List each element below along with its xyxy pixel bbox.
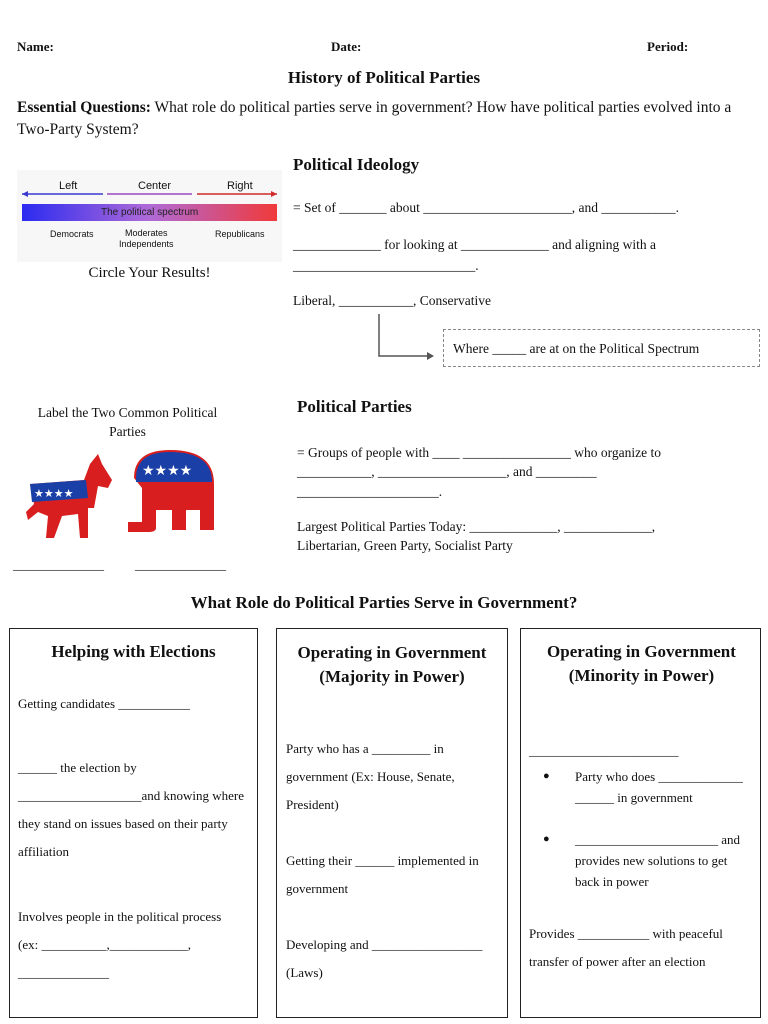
essential-questions: [17, 97, 757, 141]
essential-questions-label: Essential Questions:: [17, 99, 151, 116]
party-blank-2: ______________: [135, 557, 226, 572]
ideology-heading: Political Ideology: [293, 155, 420, 174]
minority-box: [520, 628, 761, 1018]
minority-blank: _______________________: [529, 743, 679, 758]
ideology-line-1: = Set of _______ about ______________________, and ___________.: [293, 200, 679, 215]
spectrum-bar-text: The political spectrum: [101, 207, 199, 218]
role-heading: What Role do Political Parties Serve in Government?: [190, 593, 578, 612]
minority-bullet-2: ● ______________________ and provides new solutions to get back in power: [575, 829, 755, 892]
elections-box: [9, 628, 258, 1018]
svg-text:★★★★: ★★★★: [34, 487, 74, 500]
elections-p3: Involves people in the political process (ex: __________,____________, ______________: [18, 909, 222, 980]
date-label: Date:: [331, 39, 362, 54]
minority-p1: Provides ___________ with peaceful transfer of power after an election: [529, 926, 723, 969]
parties-heading: Political Parties: [297, 397, 412, 416]
name-label: Name:: [17, 39, 54, 54]
parties-line-3: _____________________.: [297, 484, 443, 499]
essential-questions-text: What role do political parties serve in government? How have political parties evolved into a Two-Party System?: [17, 99, 732, 138]
majority-p3: Developing and _________________ (Laws): [286, 937, 483, 980]
svg-text:★★★★: ★★★★: [142, 463, 193, 479]
parties-line-4: Largest Political Parties Today: _____________, _____________,: [297, 519, 656, 534]
where-box: [443, 329, 760, 367]
elections-p2: ______ the election by ___________________and knowing where they stand on issues based on their party affiliation: [18, 760, 245, 859]
spectrum-center-label: Center: [138, 180, 172, 192]
page-title: History of Political Parties: [287, 68, 481, 87]
donkey-icon: [24, 450, 114, 542]
spectrum-republicans-label: Republicans: [215, 229, 265, 239]
parties-line-5: Libertarian, Green Party, Socialist Party: [297, 538, 513, 553]
political-spectrum-graphic: [17, 170, 282, 262]
parties-line-2: ___________, ___________________, and _________: [297, 464, 597, 479]
period-label: Period:: [647, 39, 689, 54]
spectrum-moderates-label: Moderates Independents: [119, 228, 174, 249]
label-parties-text: Label the Two Common Political Parties: [37, 405, 218, 439]
majority-p2: Getting their ______ implemented in government: [286, 853, 479, 896]
ideology-line-2: _____________ for looking at _____________ and aligning with a: [293, 237, 656, 252]
spectrum-caption: Circle Your Results!: [88, 265, 211, 281]
minority-bullet-1: ● Party who does _____________ ______ in government: [575, 766, 755, 808]
ideology-line-3: ___________________________.: [293, 258, 479, 273]
parties-line-1: = Groups of people with ____ ________________ who organize to: [297, 445, 661, 460]
elephant-icon: [120, 448, 218, 532]
spectrum-democrats-label: Democrats: [50, 229, 94, 239]
where-text: Where _____ are at on the Political Spectrum: [453, 341, 700, 356]
elections-heading: Helping with Elections: [51, 642, 216, 661]
party-blank-1: ______________: [13, 557, 104, 572]
ideology-line-4: Liberal, ___________, Conservative: [293, 293, 491, 308]
majority-box: [276, 628, 508, 1018]
spectrum-right-label: Right: [227, 180, 253, 192]
majority-p1: Party who has a _________ in government (Ex: House, Senate, President): [286, 741, 455, 812]
minority-heading: Operating in Government (Minority in Power): [547, 642, 736, 685]
arrow-connector-icon: [372, 312, 442, 362]
elections-p1: Getting candidates ___________: [18, 696, 190, 711]
majority-heading: Operating in Government (Majority in Power): [297, 643, 487, 686]
spectrum-left-label: Left: [59, 180, 78, 192]
